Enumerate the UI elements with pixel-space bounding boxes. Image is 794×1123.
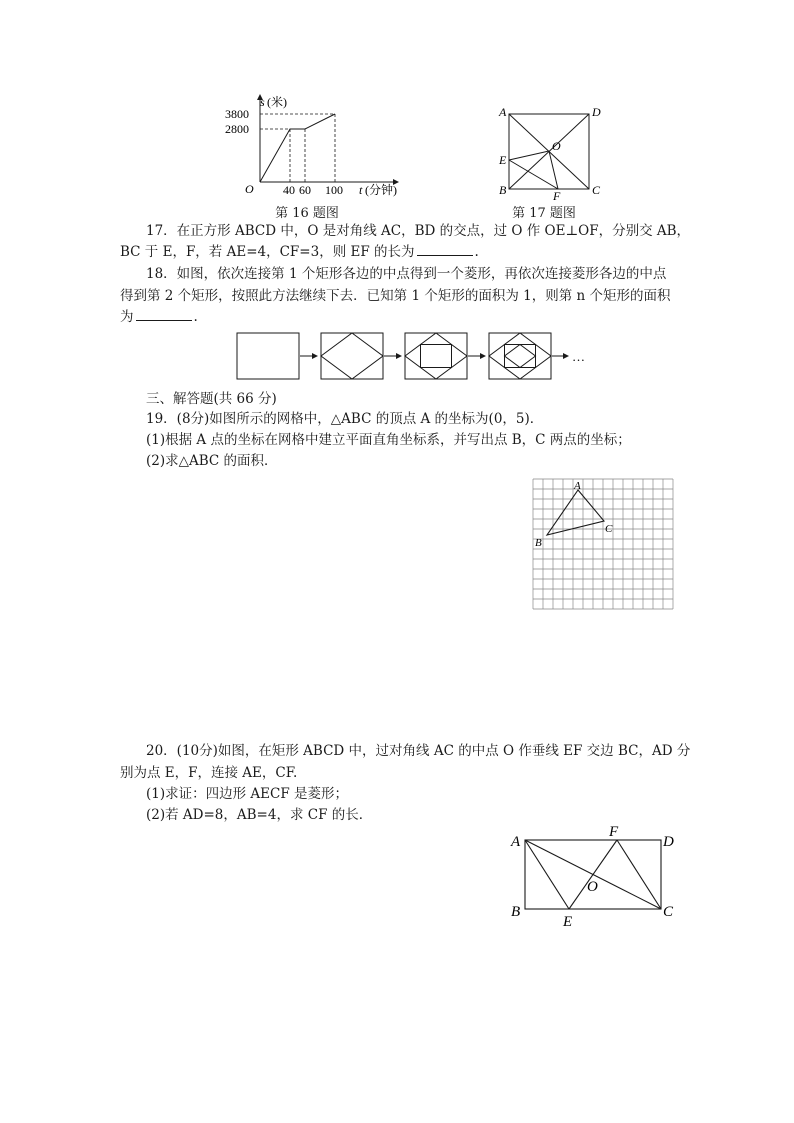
q20-line4: (2)若 AD=8，AB=4，求 CF 的长． xyxy=(146,807,373,823)
q20-figure xyxy=(505,822,685,932)
fig17-label-F: F xyxy=(553,189,561,202)
fig16-graph xyxy=(225,92,405,202)
q18-ellipsis: … xyxy=(572,349,585,364)
fig17-square xyxy=(494,102,604,202)
fig17-caption: 第 17 题图 xyxy=(512,206,576,221)
q17-line2-end: . xyxy=(474,244,479,260)
q20-line2: 别为点 E，F，连接 AE，CF. xyxy=(120,765,298,781)
q18-line1: 18．如图，依次连接第 1 个矩形各边的中点得到一个菱形，再依次连接菱形各边的中点 xyxy=(146,266,667,282)
section3-heading: 三、解答题(共 66 分) xyxy=(146,391,277,407)
q20-label-E: E xyxy=(563,914,573,930)
q20-label-F: F xyxy=(609,824,619,840)
q19-label-B: B xyxy=(535,537,542,549)
q17-line1: 17．在正方形 ABCD 中，O 是对角线 AC，BD 的交点，过 O 作 OE⊥OF，分别交 AB， xyxy=(146,223,691,239)
q19-line2: (1)根据 A 点的坐标在网格中建立平面直角坐标系，并写出点 B，C 两点的坐标； xyxy=(146,432,631,448)
q18-line3-end: . xyxy=(193,309,198,325)
q17-answer-blank xyxy=(417,243,473,256)
fig16-xtick-60: 60 xyxy=(299,183,311,197)
q19-line1: 19．(8分)如图所示的网格中，△ABC 的顶点 A 的坐标为(0，5)． xyxy=(146,411,544,427)
q19-line3: (2)求△ABC 的面积． xyxy=(146,453,278,469)
q20-line3: (1)求证：四边形 AECF 是菱形； xyxy=(146,786,349,802)
fig17-label-B: B xyxy=(499,183,507,197)
fig17-label-O: O xyxy=(552,139,561,153)
q19-grid-figure xyxy=(530,476,678,610)
q20-label-A: A xyxy=(511,834,521,850)
fig17-label-C: C xyxy=(592,183,601,197)
fig16-xlabel: t xyxy=(359,183,363,197)
q20-label-O: O xyxy=(587,879,598,895)
fig16-ylabel: s xyxy=(260,95,265,109)
fig16-yunit: (米) xyxy=(267,95,287,109)
fig16-origin: O xyxy=(245,182,254,196)
q20-label-D: D xyxy=(663,834,674,850)
q18-answer-blank xyxy=(136,308,192,321)
q20-label-C: C xyxy=(663,904,674,920)
fig16-ytick-3800: 3800 xyxy=(225,107,249,121)
fig17-label-A: A xyxy=(499,105,507,119)
q20-line1: 20．(10分)如图，在矩形 ABCD 中，过对角线 AC 的中点 O 作垂线 EF 交边 BC，AD 分 xyxy=(146,743,691,759)
fig17-label-D: D xyxy=(592,105,601,119)
q18-line3 xyxy=(120,308,198,326)
fig16-xtick-100: 100 xyxy=(325,183,343,197)
q20-label-B: B xyxy=(511,904,521,920)
q17-line2-text: BC 于 E，F，若 AE=4，CF=3，则 EF 的长为 xyxy=(120,244,415,260)
q18-line3-text: 为 xyxy=(120,309,134,325)
q17-line2 xyxy=(120,243,479,261)
q18-line2: 得到第 2 个矩形，按照此方法继续下去．已知第 1 个矩形的面积为 1，则第 n 个矩形的面积 xyxy=(120,288,671,304)
q18-figure xyxy=(234,330,604,385)
fig17-label-E: E xyxy=(499,153,507,167)
fig16-xtick-40: 40 xyxy=(283,183,295,197)
fig16-caption: 第 16 题图 xyxy=(275,206,339,221)
fig16-xunit: (分钟) xyxy=(365,183,397,197)
grid-lines xyxy=(533,479,673,609)
fig16-ytick-2800: 2800 xyxy=(225,122,249,136)
q19-label-A: A xyxy=(574,480,581,492)
q19-label-C: C xyxy=(605,523,613,535)
